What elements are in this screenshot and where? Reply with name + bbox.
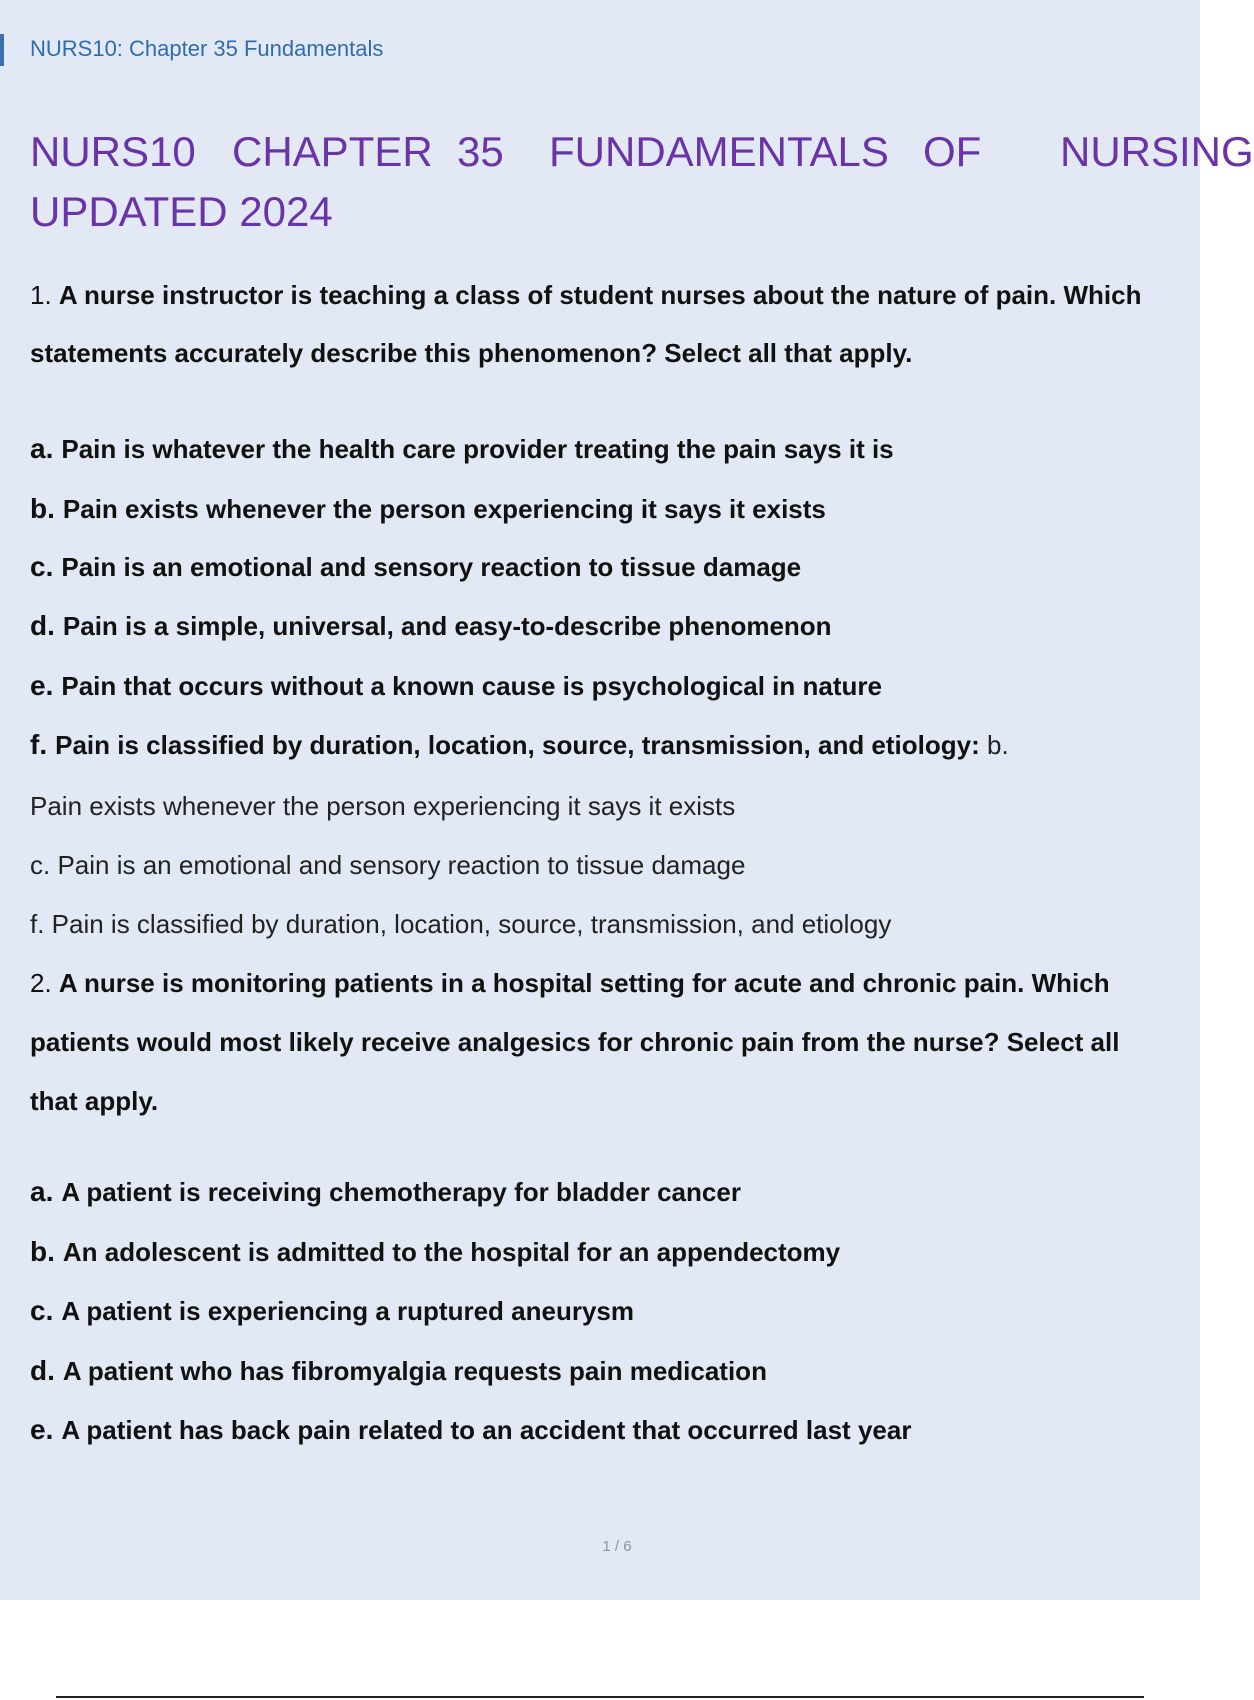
option-letter: c. (30, 551, 54, 582)
bottom-divider (56, 1696, 1144, 1698)
option-text: Pain is an emotional and sensory reaction to tissue damage (61, 552, 802, 582)
option-text: Pain is classified by duration, location, source, transmission, and etiology: (55, 730, 980, 760)
option-letter: b. (30, 493, 55, 524)
option-letter: f. (30, 729, 48, 760)
title-word: FUNDAMENTALS (549, 128, 889, 175)
question-2-stem-cont: patients would most likely receive analgesics for chronic pain from the nurse? Select all (30, 1027, 1120, 1057)
question-text: A nurse instructor is teaching a class of student nurses about the nature of pain. Which (58, 280, 1142, 310)
option-text: A patient is experiencing a ruptured aneurysm (61, 1296, 634, 1326)
title-line-2: UPDATED 2024 (30, 188, 333, 235)
question-1-stem (30, 280, 1141, 311)
answer-line: Pain exists whenever the person experiencing it says it exists (30, 791, 736, 821)
option-item (30, 1176, 741, 1208)
option-item (30, 1414, 911, 1446)
option-item (30, 670, 882, 702)
title-word: NURS10 (30, 128, 196, 175)
option-item (30, 729, 1009, 761)
title-word: OF (923, 128, 982, 175)
option-item (30, 1295, 634, 1327)
option-text: Pain that occurs without a known cause is psychological in nature (61, 671, 882, 701)
question-1-stem-cont: statements accurately describe this phenomenon? Select all that apply. (30, 338, 913, 368)
page-indicator: 1 / 6 (602, 1538, 632, 1555)
question-text: A nurse is monitoring patients in a hospital setting for acute and chronic pain. Which (58, 968, 1110, 998)
option-letter: d. (30, 610, 55, 641)
option-letter: b. (30, 1236, 55, 1267)
question-number: 1. (30, 280, 52, 310)
option-item (30, 1236, 840, 1268)
option-text: A patient has back pain related to an accident that occurred last year (61, 1415, 912, 1445)
option-item (30, 433, 894, 465)
option-text: Pain exists whenever the person experiencing it says it exists (62, 494, 826, 524)
question-2-stem-cont: that apply. (30, 1086, 159, 1116)
option-text: Pain is whatever the health care provider treating the pain says it is (61, 434, 894, 464)
option-item (30, 610, 832, 642)
title-word: NURSING (1060, 128, 1254, 175)
option-item (30, 493, 826, 525)
option-letter: a. (30, 1176, 54, 1207)
answer-key-start: b. (987, 730, 1009, 760)
title-word: 35 (457, 128, 504, 175)
answer-line: c. Pain is an emotional and sensory reaction to tissue damage (30, 850, 746, 880)
question-number: 2. (30, 968, 52, 998)
option-text: An adolescent is admitted to the hospital for an appendectomy (62, 1237, 841, 1267)
option-item (30, 1355, 767, 1387)
option-text: A patient is receiving chemotherapy for bladder cancer (61, 1177, 741, 1207)
option-letter: d. (30, 1355, 55, 1386)
running-header: NURS10: Chapter 35 Fundamentals (30, 36, 384, 61)
option-letter: c. (30, 1295, 54, 1326)
question-2-stem (30, 968, 1110, 999)
answer-line: f. Pain is classified by duration, location, source, transmission, and etiology (30, 909, 892, 939)
option-letter: e. (30, 670, 54, 701)
option-letter: a. (30, 433, 54, 464)
option-letter: e. (30, 1414, 54, 1445)
header-accent-bar (0, 34, 4, 66)
option-text: A patient who has fibromyalgia requests pain medication (62, 1356, 767, 1386)
title-word: CHAPTER (232, 128, 433, 175)
option-item (30, 551, 801, 583)
option-text: Pain is a simple, universal, and easy-to-describe phenomenon (62, 611, 832, 641)
